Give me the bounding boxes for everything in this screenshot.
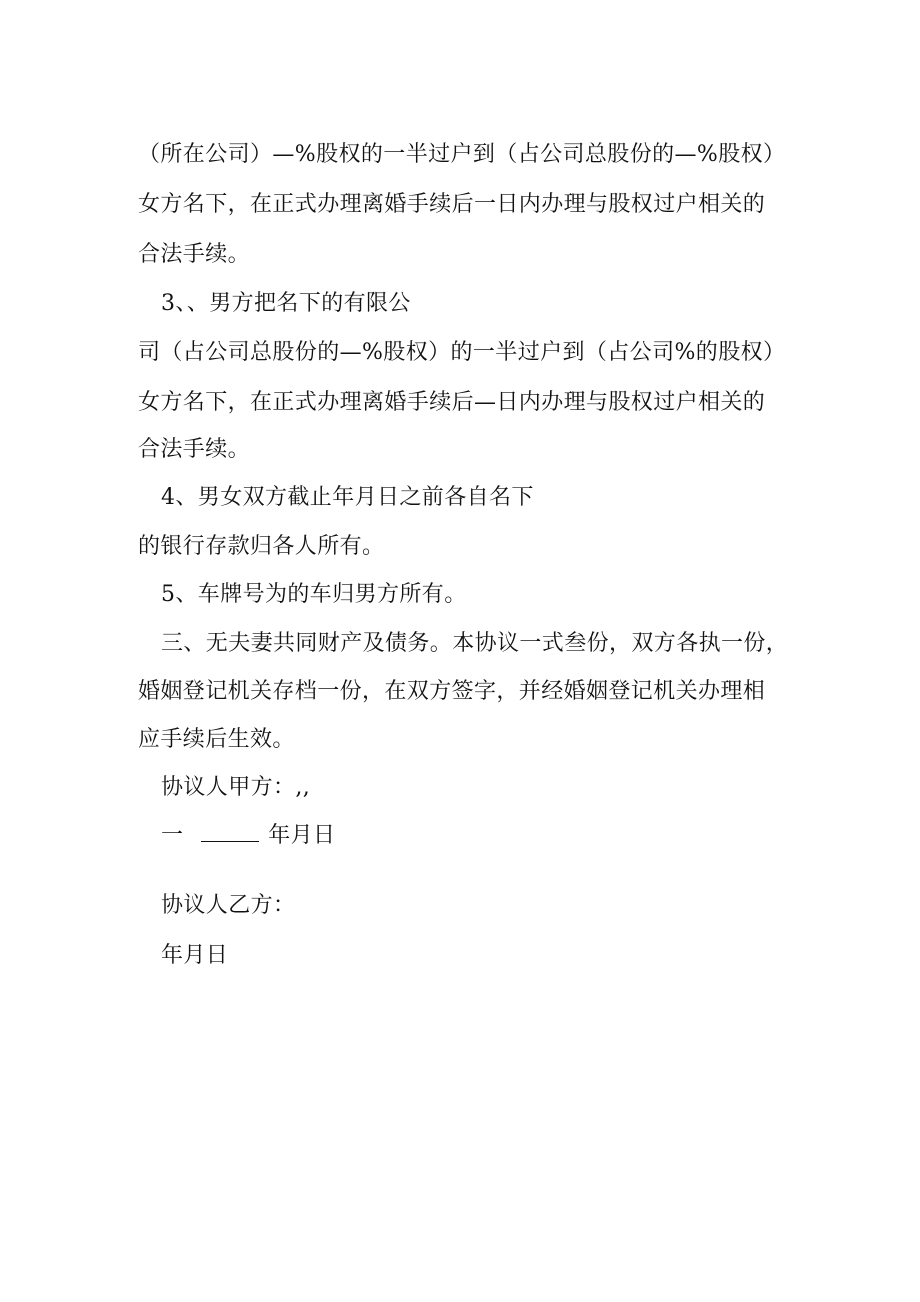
- party-b-label: 协议人乙方：: [161, 893, 296, 918]
- clause-4-line-1: 4、男女双方截止年月日之前各自名下: [161, 485, 534, 510]
- party-a-date-prefix: 一: [161, 823, 184, 848]
- clause-4-line-2: 的银行存款归各人所有。: [138, 534, 385, 559]
- party-a-label: 协议人甲方：,,: [161, 775, 311, 800]
- clause-3-line-1: 3、、男方把名下的有限公: [161, 291, 411, 316]
- clause-5-line: 5、车牌号为的车归男方所有。: [161, 582, 467, 607]
- section-3-line-3: 应手续后生效。: [138, 727, 295, 752]
- clause-3-line-4: 合法手续。: [138, 437, 251, 462]
- section-3-line-2: 婚姻登记机关存档一份，在双方签字，并经婚姻登记机关办理相: [138, 679, 766, 704]
- clause-3-line-2: 司（占公司总股份的—%股权）的一半过户到（占公司%的股权）: [138, 340, 786, 365]
- text-line-3: 合法手续。: [138, 242, 251, 267]
- signature-blank-line: [201, 823, 259, 842]
- clause-3-line-3: 女方名下，在正式办理离婚手续后—日内办理与股权过户相关的: [138, 390, 766, 415]
- section-3-line-1: 三、无夫妻共同财产及债务。本协议一式叁份，双方各执一份，: [161, 631, 789, 656]
- party-a-date-suffix: 年月日: [268, 823, 336, 848]
- party-b-date: 年月日: [161, 943, 229, 968]
- party-a-date-line: [161, 821, 335, 851]
- text-line-1: （所在公司）—%股权的一半过户到（占公司总股份的—%股权）: [138, 142, 786, 167]
- text-line-2: 女方名下，在正式办理离婚手续后一日内办理与股权过户相关的: [138, 192, 766, 217]
